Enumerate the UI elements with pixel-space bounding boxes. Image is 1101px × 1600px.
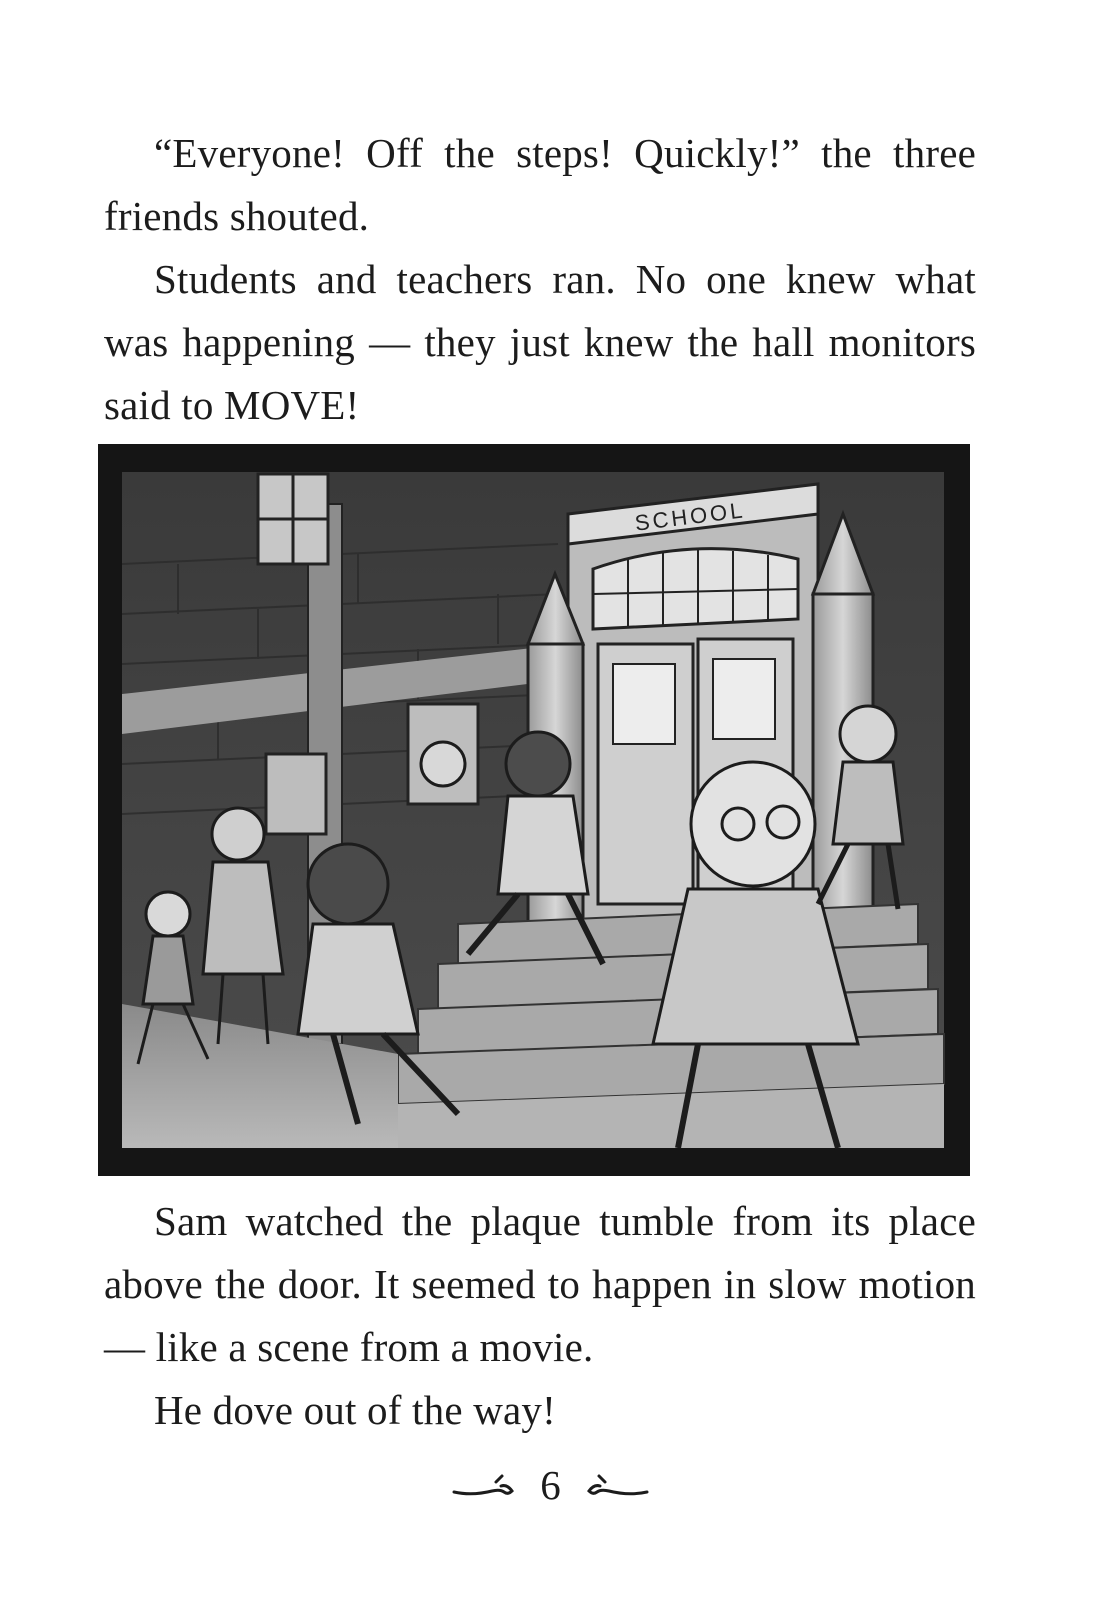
paragraph-4: He dove out of the way! — [154, 1387, 556, 1433]
top-text-block — [104, 122, 976, 437]
page-number: 6 — [540, 1461, 561, 1508]
school-steps-illustration — [98, 444, 970, 1176]
right-ornament-icon — [587, 1472, 649, 1498]
school-sign-text: SCHOOL — [633, 497, 747, 536]
lower-window — [266, 754, 326, 834]
paragraph-2: Students and teachers ran. No one knew what was happening — they just knew the hall monitors said to MOVE! — [104, 256, 976, 428]
left-ornament-icon — [452, 1472, 514, 1498]
paragraph-1: “Everyone! Off the steps! Quickly!” the three friends shouted. — [104, 130, 976, 239]
bottom-text-block — [104, 1190, 976, 1442]
page-folio — [0, 1450, 1101, 1510]
paragraph-3: Sam watched the plaque tumble from its place above the door. It seemed to happen in slow motion — like a scene from a movie. — [104, 1198, 976, 1370]
